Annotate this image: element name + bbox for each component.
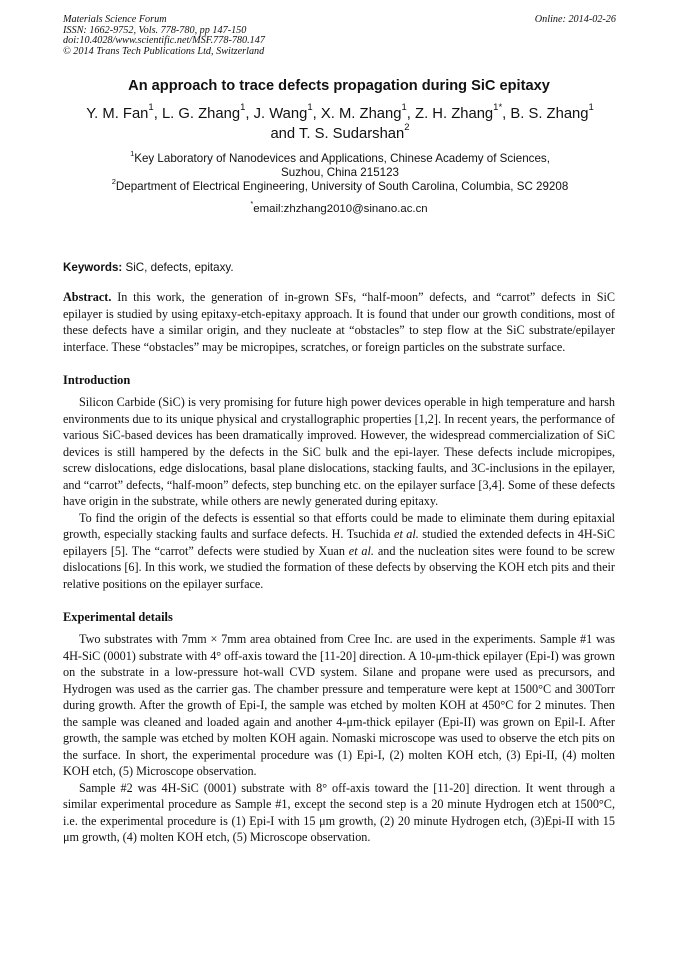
affiliation-text: Key Laboratory of Nanodevices and Applications, Chinese Academy of Sciences, — [134, 152, 550, 165]
affiliation-1-city: Suzhou, China 215123 — [281, 166, 399, 179]
section-heading-experimental: Experimental details — [63, 610, 173, 624]
author-name: L. G. Zhang — [161, 106, 241, 122]
author-name: B. S. Zhang — [510, 106, 589, 122]
intro-text: To find the origin of the defects is essential so that efforts could be made to eliminate them during epitaxial growth, especially stacking faults and surface defects. H. Tsuchida — [63, 510, 615, 541]
issn-line: ISSN: 1662-9752, Vols. 778-780, pp 147-150 — [63, 24, 247, 36]
section-heading-introduction: Introduction — [63, 373, 131, 387]
author-affiliation-mark: 2 — [404, 122, 410, 134]
keywords-label: Keywords: — [63, 261, 123, 274]
doi-line: doi:10.4028/www.scientific.net/MSF.778-780.147 — [63, 35, 265, 47]
experimental-paragraph-2: Sample #2 was 4H-SiC (0001) substrate with 8° off-axis toward the [11-20] direction. It went through a similar experimental procedure as Sample #1, except the second step is a 20 minute Hydrogen etch at 1500°C, i.e. the experimental procedure is (1) Epi-I with 15 μm growth, (2) 20 minute Hydrogen etch, (3)Epi-II with 15 μm growth, (4) molten KOH etch, (5) Microscope observation. — [63, 780, 615, 844]
paper-body — [63, 289, 615, 846]
author-separator: , — [502, 106, 511, 122]
abstract-text: In this work, the generation of in-grown SFs, “half-moon” defects, and “carrot” defects in SiC epilayer is studied by using epitaxy-etch-epitaxy approach. It is found that under our growth conditions, most of these defects have a similar origin, and they nucleate at “obstacles” to step flow at the SiC substrate/epilayer interface. These “obstacles” may be micropipes, scratches, or foreign particles on the substrate surface. — [63, 290, 615, 354]
author-separator: , — [406, 106, 416, 122]
abstract-label: Abstract. — [63, 290, 112, 304]
experimental-paragraph-1: Two substrates with 7mm × 7mm area obtained from Cree Inc. are used in the experiments. Sample #1 was 4H-SiC (0001) substrate with 4° off-axis toward the [11-20] direction. A 10-μm-thick epilayer (Epi-I) was grown on the substrate in a low-pressure hot-wall CVD system. Silane and propane were used as precursors, and Hydrogen was used as the carrier gas. The chamber pressure and temperature were kept at 1500°C and 300Torr during growth. After the growth of Epi-I, the sample was etched by molten KOH at 450°C for 2 minutes. Then the sample was cleaned and loaded again and another 4-μm-thick epilayer (Epi-II) was grown on Epil-I. After growth, the sample was etched by molten KOH again. Nomaski microscope was used to observe the etch pits on the surface. In short, the experimental procedure was (1) Epi-I, (2) molten KOH etch, (3) Epi-II, (4) molten KOH etch, (5) Microscope observation. — [63, 632, 615, 778]
corresponding-mark: * — [250, 199, 254, 209]
et-al: et al. — [394, 527, 419, 541]
author-name: J. Wang — [253, 106, 308, 122]
author-separator: , — [312, 106, 321, 122]
author-name: Y. M. Fan — [86, 106, 149, 122]
copyright-line: © 2014 Trans Tech Publications Ltd, Switzerland — [63, 45, 265, 57]
email-address: email:zhzhang2010@sinano.ac.cn — [253, 203, 428, 215]
corresponding-email — [0, 199, 678, 215]
author-name: Z. H. Zhang — [415, 106, 494, 122]
author-list — [60, 104, 620, 144]
intro-paragraph-1: Silicon Carbide (SiC) is very promising for future high power devices operable in high temperature and harsh environments due to its unique physical and crystallographic properties [1,2]. In recent years, the performance of various SiC-based devices has been dramatically improved. However, the widespread commercialization of SiC devices is still hampered by the defects in the SiC bulk and the epi-layer. These defects include micropipes, screw dislocations, edge dislocations, basal plane dislocations, stacking faults, and 3C-inclusions in the epilayer, and “carrot” defects, “half-moon” defects, step bunching etc. on the epilayer surface [3,4]. Some of these defects have origin in the substrate, while others are newly generated during epitaxy. — [63, 395, 615, 508]
author-affiliation-mark: 1 — [588, 102, 594, 114]
intro-paragraph-2 — [63, 510, 615, 593]
paper-title: An approach to trace defects propagation during SiC epitaxy — [128, 78, 550, 94]
et-al: et al. — [348, 543, 374, 558]
keywords-text: SiC, defects, epitaxy. — [122, 261, 234, 274]
affiliation-1 — [60, 149, 620, 166]
author-affiliation-mark: 1 — [401, 102, 407, 114]
online-date: Online: 2014-02-26 — [534, 14, 616, 25]
keywords-line — [63, 261, 234, 274]
journal-header — [63, 15, 616, 57]
affiliation-mark: 1 — [130, 149, 135, 159]
affiliation-mark: 2 — [111, 177, 116, 187]
intro-text: and the nucleation sites were found to be screw dislocations [6]. In this work, we studied the formation of these defects by observing the KOH etch pits and their relative positions on the epilayer surface. — [63, 543, 615, 591]
affiliations — [60, 149, 620, 194]
author-name: and T. S. Sudarshan — [270, 126, 405, 142]
affiliation-text: Department of Electrical Engineering, University of South Carolina, Columbia, SC 29208 — [115, 180, 569, 193]
author-affiliation-mark: 1 — [148, 102, 154, 114]
affiliation-2 — [60, 177, 620, 194]
author-separator: , — [245, 106, 254, 122]
journal-info — [63, 15, 616, 57]
journal-name: Materials Science Forum — [63, 14, 167, 25]
intro-text: studied the extended defects in 4H-SiC epilayers [5]. The “carrot” defects were studied by Xuan — [63, 527, 615, 558]
author-affiliation-mark: 1 — [307, 102, 313, 114]
author-affiliation-mark: 1 — [240, 102, 246, 114]
author-name: X. M. Zhang — [320, 106, 402, 122]
abstract-paragraph — [63, 289, 615, 355]
author-separator: , — [153, 106, 162, 122]
author-affiliation-mark: 1* — [493, 102, 503, 114]
